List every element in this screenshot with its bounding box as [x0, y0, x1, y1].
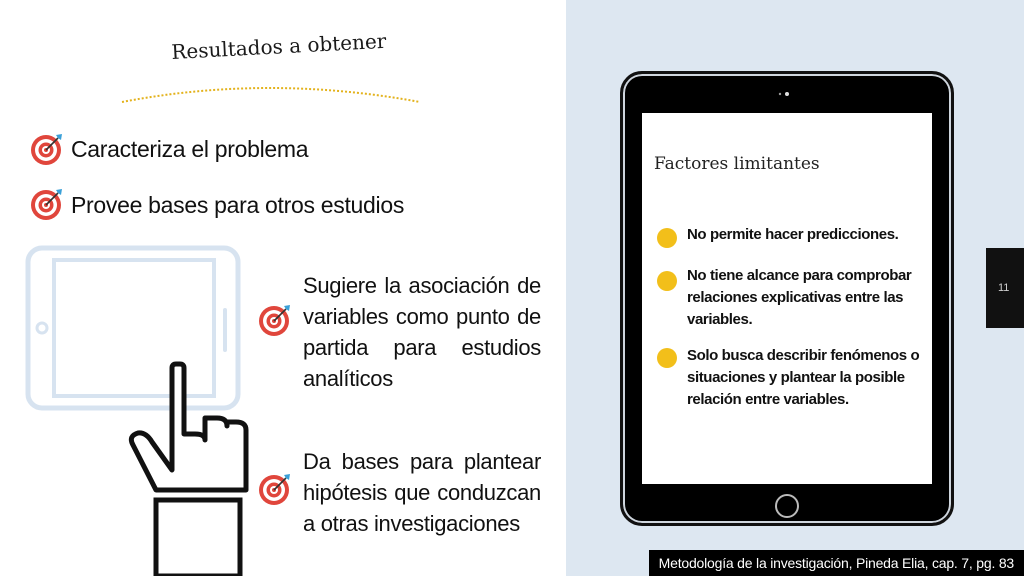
result-item-3: Sugiere la asociación de variables como punto de partida para estudios analíticos: [303, 273, 541, 391]
citation-footer: Metodología de la investigación, Pineda Elia, cap. 7, pg. 83: [649, 550, 1024, 576]
bullet-dot-icon: [657, 348, 677, 368]
slide-title: Resultados a obtener: [170, 28, 387, 64]
result-item-4: Da bases para plantear hipótesis que conduzcan a otras investigaciones: [303, 449, 541, 536]
target-dart-icon: [30, 133, 64, 167]
title-underline-arc: [118, 78, 424, 106]
result-item-1: Caracteriza el problema: [71, 136, 309, 162]
home-button-icon: [775, 494, 799, 518]
result-item-2: Provee bases para otros estudios: [71, 192, 405, 218]
bullet-dot-icon: [657, 228, 677, 248]
target-dart-icon: [258, 304, 292, 338]
limitation-item-2: No tiene alcance para comprobar relaciones explicativas entre las variables.: [687, 267, 912, 328]
target-dart-icon: [258, 473, 292, 507]
limitation-item-3: Solo busca describir fenómenos o situaciones y plantear la posible relación entre variables.: [687, 347, 920, 408]
page-number: 11: [998, 282, 1010, 294]
limitations-title: Factores limitantes: [654, 154, 820, 174]
pointing-hand-icon: [20, 240, 270, 576]
bullet-dot-icon: [657, 271, 677, 291]
target-dart-icon: [30, 188, 64, 222]
limitation-item-1: No permite hacer predicciones.: [687, 226, 899, 243]
camera-icon: [777, 91, 791, 97]
